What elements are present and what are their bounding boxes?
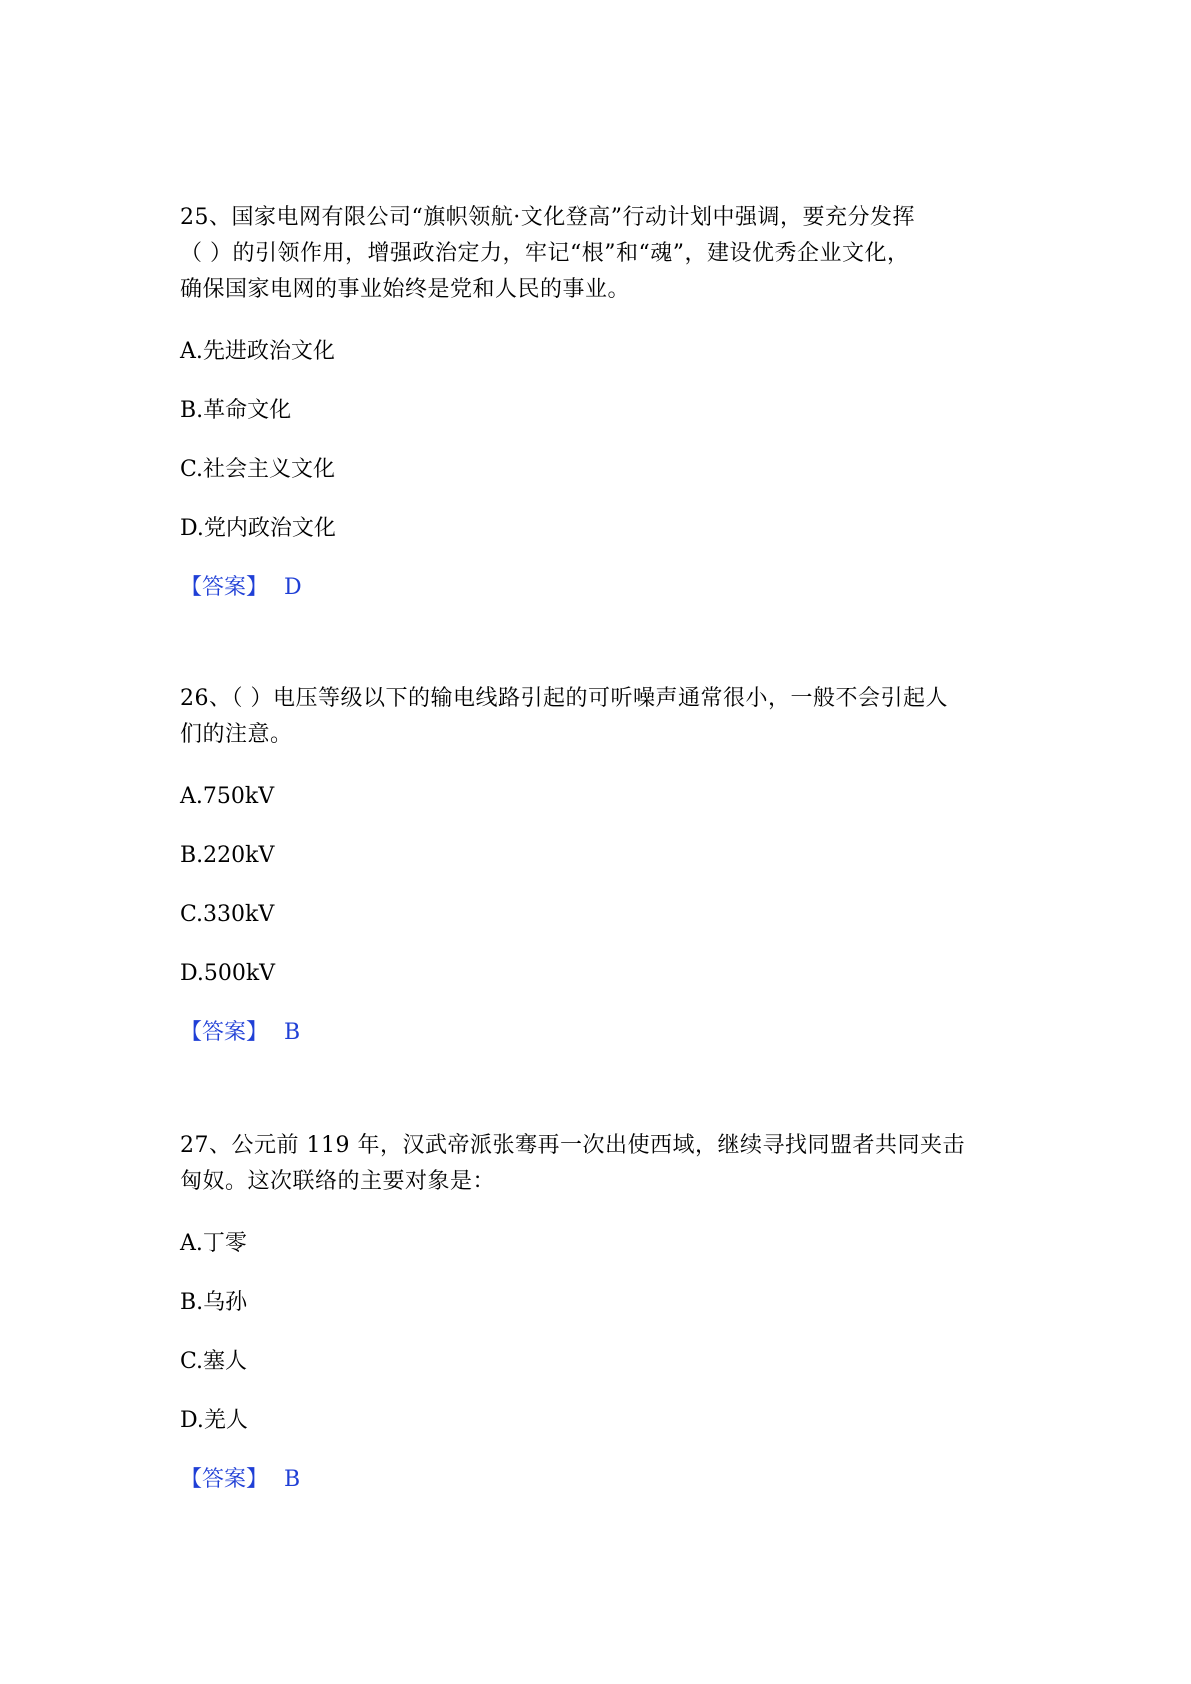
option-b [180,1288,1020,1318]
option-text: 社会主义文化 [203,457,336,482]
option-letter: A. [180,339,203,364]
question-stem [180,681,1020,753]
option-text: 塞人 [203,1349,248,1374]
option-letter: B. [180,843,204,868]
option-c [180,455,1020,485]
option-text: 乌孙 [203,1290,248,1315]
option-c [180,900,1020,930]
option-letter: C. [180,457,204,482]
answer-label: 【答案】 [180,1020,269,1045]
stem-line: 们的注意。 [180,722,293,747]
option-letter: D. [180,516,204,541]
option-letter: B. [180,1290,204,1315]
question-stem [180,200,1020,308]
option-a [180,782,1020,812]
option-list [180,782,1020,989]
answer-value: D [284,575,302,600]
option-text: 革命文化 [203,398,292,423]
option-b [180,841,1020,871]
question-27 [180,1128,1020,1495]
answer-label: 【答案】 [180,575,269,600]
option-d [180,1406,1020,1436]
option-text: 丁零 [202,1231,247,1256]
answer-value: B [284,1467,301,1492]
option-letter: D. [180,1408,204,1433]
stem-line: 26、（ ）电压等级以下的输电线路引起的可听噪声通常很小，一般不会引起人 [180,686,948,711]
answer-label: 【答案】 [180,1467,269,1492]
option-letter: A. [180,784,203,809]
question-26 [180,681,1020,1048]
stem-line: 27、公元前 119 年，汉武帝派张骞再一次出使西域，继续寻找同盟者共同夹击 [180,1133,965,1158]
option-a [180,337,1020,367]
option-letter: C. [180,1349,204,1374]
answer-line [180,1465,1020,1495]
option-a [180,1229,1020,1259]
option-text: 500kV [203,961,276,986]
option-text: 330kV [203,902,275,927]
option-text: 750kV [202,784,275,809]
option-c [180,1347,1020,1377]
question-stem [180,1128,1020,1200]
option-letter: D. [180,961,204,986]
option-text: 党内政治文化 [203,516,336,541]
answer-line [180,573,1020,603]
answer-line [180,1018,1020,1048]
stem-line: 25、国家电网有限公司“旗帜领航·文化登高”行动计划中强调，要充分发挥 [180,205,915,230]
stem-line: 匈奴。这次联络的主要对象是： [180,1169,496,1194]
option-text: 先进政治文化 [202,339,335,364]
answer-value: B [284,1020,301,1045]
option-b [180,396,1020,426]
option-letter: C. [180,902,204,927]
stem-line: （ ）的引领作用，增强政治定力，牢记“根”和“魂”，建设优秀企业文化， [180,241,910,266]
option-letter: A. [180,1231,203,1256]
option-d [180,959,1020,989]
question-25 [180,200,1020,603]
option-d [180,514,1020,544]
option-text: 羌人 [203,1408,248,1433]
option-text: 220kV [203,843,275,868]
option-list [180,1229,1020,1436]
stem-line: 确保国家电网的事业始终是党和人民的事业。 [180,277,631,302]
option-letter: B. [180,398,204,423]
option-list [180,337,1020,544]
